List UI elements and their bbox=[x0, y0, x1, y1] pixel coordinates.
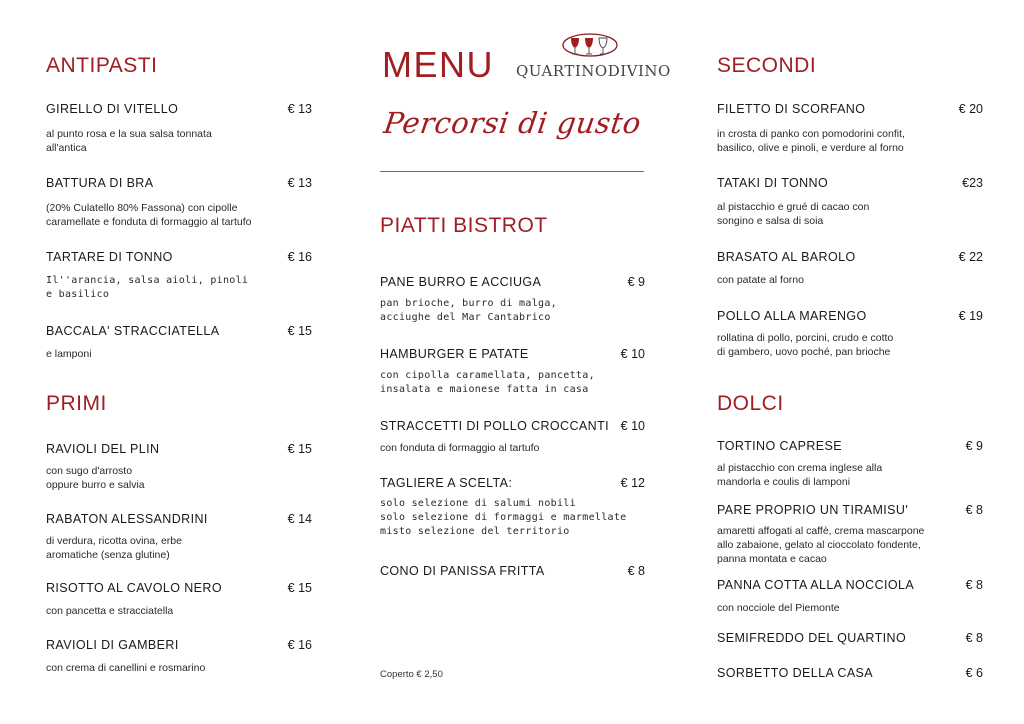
dish-name: RABATON ALESSANDRINI bbox=[46, 512, 208, 526]
dish-name: SEMIFREDDO DEL QUARTINO bbox=[717, 631, 907, 645]
brand-name: QUARTINODIVINO bbox=[516, 62, 671, 80]
dish-price: € 8 bbox=[965, 631, 983, 645]
dish-name: BATTURA DI BRA bbox=[46, 176, 154, 190]
dish-name: RISOTTO AL CAVOLO NERO bbox=[46, 581, 222, 595]
dish-price: € 15 bbox=[287, 324, 312, 338]
dish-name: TORTINO CAPRESE bbox=[717, 439, 843, 453]
dish-description: amaretti affogati al caffè, crema mascarpone allo zabaione, gelato al cioccolato fondente, panna montata e cacao bbox=[717, 525, 925, 565]
dish-description: in crosta di panko con pomodorini confit, basilico, olive e pinoli, e verdure al forno bbox=[717, 128, 905, 154]
dish-price: € 16 bbox=[287, 638, 312, 652]
dish-price: € 19 bbox=[958, 309, 983, 323]
dish-price: € 22 bbox=[958, 250, 983, 264]
dish-name: TATAKI DI TONNO bbox=[717, 176, 829, 190]
dish-description: (20% Culatello 80% Fassona) con cipolle caramellate e fonduta di formaggio al tartufo bbox=[46, 202, 252, 228]
dish-name: TAGLIERE A SCELTA: bbox=[380, 476, 513, 490]
dish-name: STRACCETTI DI POLLO CROCCANTI bbox=[380, 419, 609, 433]
dish-price: € 13 bbox=[287, 176, 312, 190]
dish-price: € 8 bbox=[965, 503, 983, 517]
dish-description: con nocciole del Piemonte bbox=[717, 602, 840, 614]
section-title-secondi: SECONDI bbox=[717, 54, 817, 77]
dish-price: € 9 bbox=[965, 439, 983, 453]
dish-price: € 8 bbox=[965, 578, 983, 592]
cover-charge: Coperto € 2,50 bbox=[380, 669, 443, 680]
dish-description: Il''arancia, salsa aioli, pinoli e basilico bbox=[46, 275, 249, 300]
dish-description: al pistacchio con crema inglese alla mandorla e coulis di lamponi bbox=[717, 462, 883, 488]
dish-name: BACCALA' STRACCIATELLA bbox=[46, 324, 220, 338]
dish-description: con crema di canellini e rosmarino bbox=[46, 662, 206, 674]
dish-price: € 14 bbox=[287, 512, 312, 526]
section-title-dolci: DOLCI bbox=[717, 392, 784, 415]
dish-price: €23 bbox=[962, 176, 983, 190]
dish-name: BRASATO AL BAROLO bbox=[717, 250, 856, 264]
section-title-antipasti: ANTIPASTI bbox=[46, 54, 158, 77]
dish-price: € 10 bbox=[620, 419, 645, 433]
dish-name: GIRELLO DI VITELLO bbox=[46, 102, 179, 116]
dish-description: rollatina di pollo, porcini, crudo e cotto di gambero, uovo poché, pan brioche bbox=[717, 332, 894, 358]
divider bbox=[380, 171, 644, 172]
dish-description: solo selezione di salumi nobili solo selezione di formaggi e marmellate misto selezione del territorio bbox=[380, 498, 627, 537]
dish-name: HAMBURGER E PATATE bbox=[380, 347, 529, 361]
dish-price: € 16 bbox=[287, 250, 312, 264]
section-title-bistrot: PIATTI BISTROT bbox=[380, 214, 548, 237]
dish-name: TARTARE DI TONNO bbox=[46, 250, 173, 264]
dish-name: RAVIOLI DI GAMBERI bbox=[46, 638, 179, 652]
dish-name: POLLO ALLA MARENGO bbox=[717, 309, 867, 323]
wine-glasses-icon bbox=[516, 32, 664, 64]
dish-price: € 9 bbox=[627, 275, 645, 289]
brand-logo bbox=[516, 32, 671, 88]
dish-description: con cipolla caramellata, pancetta, insalata e maionese fatta in casa bbox=[380, 370, 595, 395]
dish-description: pan brioche, burro di malga, acciughe del Mar Cantabrico bbox=[380, 298, 557, 323]
dish-description: al punto rosa e la sua salsa tonnata all'antica bbox=[46, 128, 212, 154]
dish-price: € 13 bbox=[287, 102, 312, 116]
dish-description: con sugo d'arrosto oppure burro e salvia bbox=[46, 465, 145, 491]
dish-price: € 10 bbox=[620, 347, 645, 361]
dish-name: CONO DI PANISSA FRITTA bbox=[380, 564, 545, 578]
dish-name: PARE PROPRIO UN TIRAMISU' bbox=[717, 503, 909, 517]
dish-price: € 12 bbox=[620, 476, 645, 490]
dish-name: SORBETTO DELLA CASA bbox=[717, 666, 874, 680]
dish-description: e lamponi bbox=[46, 348, 92, 360]
dish-name: PANNA COTTA ALLA NOCCIOLA bbox=[717, 578, 915, 592]
section-title-primi: PRIMI bbox=[46, 392, 107, 415]
dish-price: € 15 bbox=[287, 442, 312, 456]
dish-description: di verdura, ricotta ovina, erbe aromatiche (senza glutine) bbox=[46, 535, 182, 561]
dish-name: RAVIOLI DEL PLIN bbox=[46, 442, 160, 456]
dish-price: € 6 bbox=[965, 666, 983, 680]
menu-subtitle: Percorsi di gusto bbox=[381, 106, 644, 140]
dish-description: al pistacchio e grué di cacao con songino e salsa di soia bbox=[717, 201, 870, 227]
dish-name: PANE BURRO E ACCIUGA bbox=[380, 275, 542, 289]
dish-description: con pancetta e stracciatella bbox=[46, 605, 174, 617]
dish-name: FILETTO DI SCORFANO bbox=[717, 102, 866, 116]
dish-price: € 20 bbox=[958, 102, 983, 116]
menu-title: MENU bbox=[382, 44, 494, 85]
dish-price: € 15 bbox=[287, 581, 312, 595]
dish-price: € 8 bbox=[627, 564, 645, 578]
dish-description: con fonduta di formaggio al tartufo bbox=[380, 442, 540, 454]
dish-description: con patate al forno bbox=[717, 274, 804, 286]
